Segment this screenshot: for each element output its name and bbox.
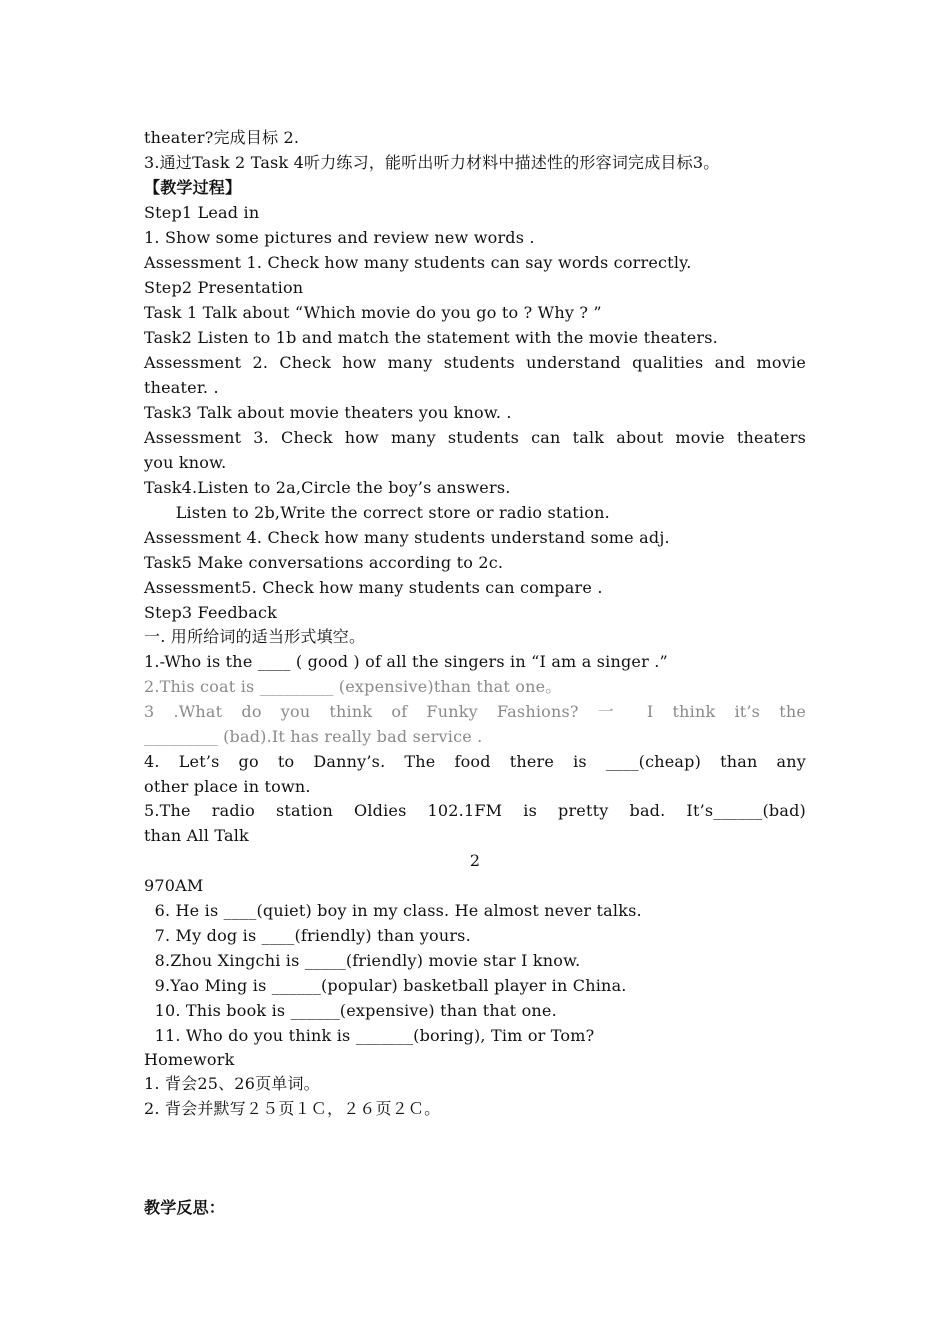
text-line: Task 1 Talk about “Which movie do you go to ? Why ? ” <box>144 303 602 322</box>
text-line: theater. . <box>144 378 219 397</box>
text-line: Task2 Listen to 1b and match the statement with the movie theaters. <box>144 328 718 347</box>
text-line: Task4.Listen to 2a,Circle the boy’s answers. <box>144 478 511 497</box>
text-line: Assessment 3. Check how many students can talk about movie theaters <box>144 428 806 447</box>
text-line: Assessment5. Check how many students can compare . <box>144 578 603 597</box>
exercise-item: 6. He is ____(quiet) boy in my class. He almost never talks. <box>144 901 642 920</box>
text-line: Assessment 4. Check how many students understand some adj. <box>144 528 670 547</box>
step-heading: Step1 Lead in <box>144 203 260 222</box>
homework-item: 1. 背会25、26页单词。 <box>144 1074 320 1093</box>
exercise-item: other place in town. <box>144 777 311 796</box>
section-heading: 【教学过程】 <box>144 178 242 197</box>
step-heading: Step2 Presentation <box>144 278 304 297</box>
exercise-item: 8.Zhou Xingchi is _____(friendly) movie star I know. <box>144 951 581 970</box>
exercise-item: 11. Who do you think is _______(boring), Tim or Tom? <box>144 1026 595 1045</box>
homework-item: 2. 背会并默写２５页１Ｃ，２６页２Ｃ。 <box>144 1099 441 1118</box>
exercise-item: 1.-Who is the ____ ( good ) of all the singers in “I am a singer .” <box>144 652 668 671</box>
homework-heading: Homework <box>144 1050 235 1069</box>
exercise-item: 10. This book is ______(expensive) than that one. <box>144 1001 557 1020</box>
exercise-heading: 一. 用所给词的适当形式填空。 <box>144 627 366 646</box>
text-line: you know. <box>144 453 227 472</box>
text-line: Task3 Talk about movie theaters you know. . <box>144 403 512 422</box>
exercise-item: 3 .What do you think of Funky Fashions? 一 I think it’s the <box>144 702 806 721</box>
exercise-item: 2.This coat is _________ (expensive)than that one。 <box>144 677 562 696</box>
exercise-item: 970AM <box>144 876 204 895</box>
text-line: Assessment 2. Check how many students understand qualities and movie <box>144 353 806 372</box>
exercise-item: than All Talk <box>144 826 249 845</box>
text-line: Task5 Make conversations according to 2c. <box>144 553 504 572</box>
text-line: 1. Show some pictures and review new words . <box>144 228 535 247</box>
page-number: 2 <box>469 851 481 870</box>
step-heading: Step3 Feedback <box>144 603 278 622</box>
exercise-item: _________ (bad).It has really bad service . <box>144 727 483 746</box>
exercise-item: 7. My dog is ____(friendly) than yours. <box>144 926 471 945</box>
text-line: Assessment 1. Check how many students can say words correctly. <box>144 253 692 272</box>
reflection-heading: 教学反思： <box>144 1198 226 1217</box>
text-line: theater?完成目标 2. <box>144 128 300 147</box>
exercise-item: 5.The radio station Oldies 102.1FM is pretty bad. It’s______(bad) <box>144 801 806 820</box>
exercise-item: 4. Let’s go to Danny’s. The food there is ____(cheap) than any <box>144 752 806 771</box>
text-line: Listen to 2b,Write the correct store or radio station. <box>144 503 610 522</box>
exercise-item: 9.Yao Ming is ______(popular) basketball player in China. <box>144 976 627 995</box>
text-line: 3.通过Task 2 Task 4听力练习，能听出听力材料中描述性的形容词完成目标3。 <box>144 153 720 172</box>
